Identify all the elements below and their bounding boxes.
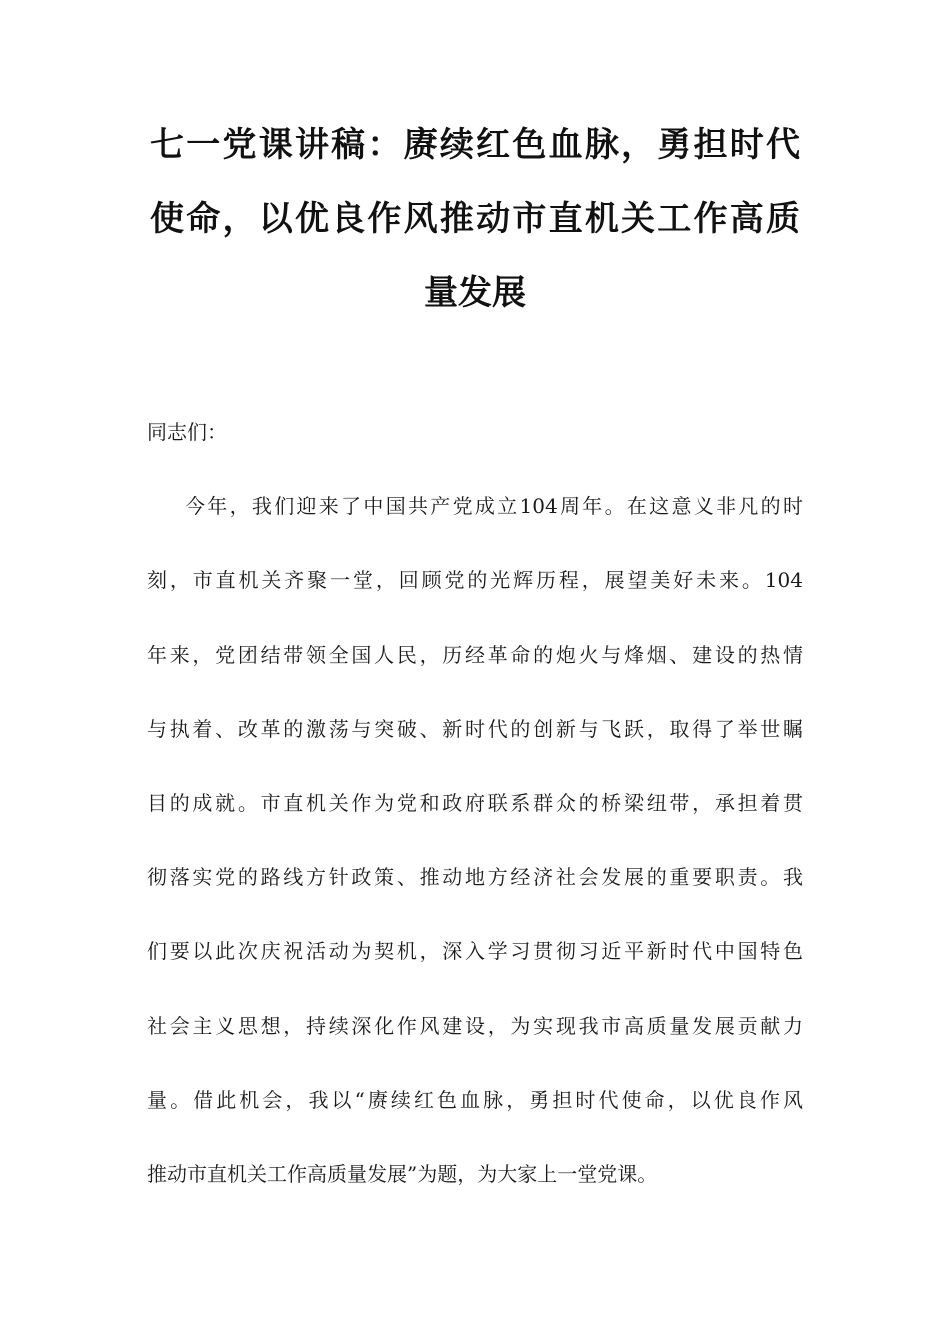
paragraph-line-5: 目的成就。市直机关作为党和政府联系群众的桥梁纽带，承担着贯 (147, 790, 803, 815)
paragraph-line-4: 与执着、改革的激荡与突破、新时代的创新与飞跃，取得了举世瞩 (147, 716, 803, 741)
paragraph-line-1: 今年，我们迎来了中国共产党成立104周年。在这意义非凡的时 (185, 494, 803, 519)
paragraph-line-9: 量。借此机会，我以“赓续红色血脉，勇担时代使命，以优良作风 (147, 1087, 803, 1112)
paragraph-line-8: 社会主义思想，持续深化作风建设，为实现我市高质量发展贡献力 (147, 1013, 803, 1038)
paragraph-line-6: 彻落实党的路线方针政策、推动地方经济社会发展的重要职责。我 (147, 865, 803, 890)
document-body (147, 410, 803, 1226)
title-line-2: 使命，以优良作风推动市直机关工作高质 (150, 199, 800, 239)
paragraph-line-10: 推动市直机关工作高质量发展”为题，为大家上一堂党课。 (147, 1161, 658, 1186)
title-line-1: 七一党课讲稿：赓续红色血脉，勇担时代 (150, 125, 800, 165)
salutation: 同志们： (147, 420, 227, 444)
paragraph-line-7: 们要以此次庆祝活动为契机，深入学习贯彻习近平新时代中国特色 (147, 939, 803, 964)
paragraph-line-3: 年来，党团结带领全国人民，历经革命的炮火与烽烟、建设的热情 (147, 642, 803, 667)
paragraph-line-2: 刻，市直机关齐聚一堂，回顾党的光辉历程，展望美好未来。104 (147, 568, 803, 593)
document-title (150, 108, 800, 330)
title-line-3: 量发展 (424, 273, 526, 313)
